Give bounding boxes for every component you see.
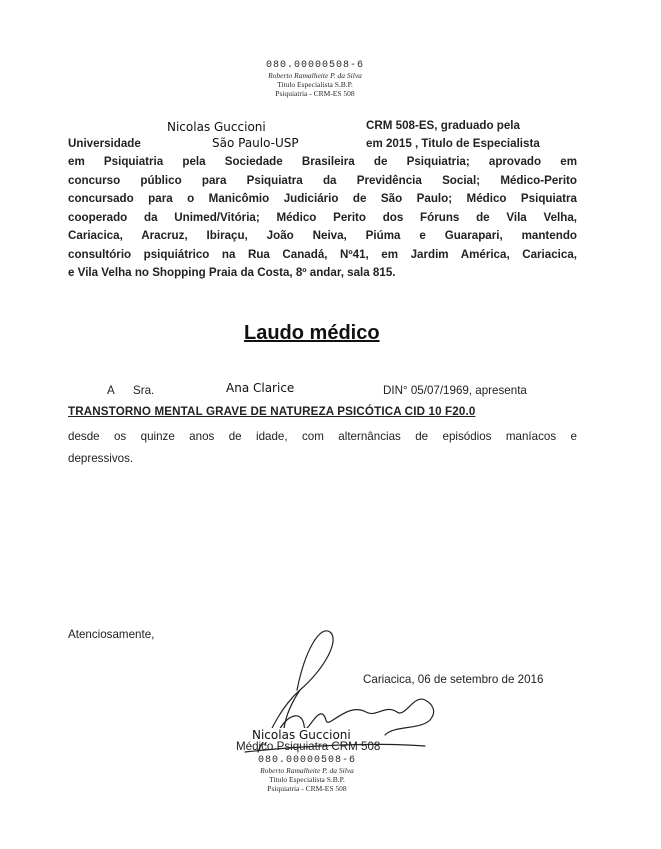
- bottom-stamp: [222, 755, 392, 793]
- header-line: concurso público para Psiquiatra da Previdência Social; Médico-Perito: [68, 173, 577, 187]
- signature-name: Nicolas Guccioni: [252, 728, 351, 742]
- header-line: Cariacica, Aracruz, Ibiraçu, João Neiva, Piúma e Guarapari, mantendo: [68, 229, 577, 242]
- place-date: Cariacica, 06 de setembro de 2016: [363, 673, 544, 686]
- stamp-specialist: Titulo Especialista S.B.P.: [277, 80, 353, 89]
- stamp-crm: Psiquiatria - CRM-ES 508: [275, 89, 355, 98]
- universidade-label: Universidade: [68, 137, 141, 150]
- stamp-crm: Psiquiatria - CRM-ES 508: [267, 784, 347, 793]
- university-name: São Paulo-USP: [212, 136, 299, 150]
- stamp-name: Roberto Ramalheite P. da Silva: [268, 71, 362, 80]
- header-line: em Psiquiatria pela Sociedade Brasileira de Psiquiatria; aprovado em: [68, 155, 577, 168]
- top-stamp: [230, 60, 400, 98]
- closing: Atenciosamente,: [68, 628, 155, 641]
- page-title: Laudo médico: [244, 322, 380, 344]
- patient-name: Ana Clarice: [226, 381, 295, 395]
- body-din: DIN° 05/07/1969, apresenta: [383, 384, 527, 397]
- body-sra: Sra.: [133, 384, 155, 397]
- header-last-line: e Vila Velha no Shopping Praia da Costa, 8º andar, sala 815.: [68, 266, 396, 279]
- stamp-specialist: Titulo Especialista S.B.P.: [269, 775, 345, 784]
- stamp-name: Roberto Ramalheite P. da Silva: [260, 766, 354, 775]
- header-line: cooperado da Unimed/Vitória; Médico Perito dos Fóruns de Vila Velha,: [68, 210, 577, 224]
- signature-role: Médico Psiquiatra CRM 508: [236, 740, 381, 753]
- header-line: consultório psiquiátrico na Rua Canadá, Nº41, em Jardim América, Cariacica,: [68, 247, 577, 261]
- header-line: concursado para o Manicômio Judiciário de São Paulo; Médico Psiquiatra: [68, 192, 577, 205]
- header-paragraph: [68, 153, 577, 283]
- body-line-2: desde os quinze anos de idade, com alternâncias de episódios maníacos e: [68, 430, 577, 443]
- stamp-number: 080.00000508-6: [265, 60, 364, 71]
- body-line-3: depressivos.: [68, 452, 134, 465]
- diagnosis: TRANSTORNO MENTAL GRAVE DE NATUREZA PSICÓTICA CID 10 F20.0: [68, 405, 476, 418]
- body-a: A: [107, 384, 115, 397]
- year-text: em 2015 , Titulo de Especialista: [366, 137, 540, 150]
- doctor-name-header: Nicolas Guccioni: [167, 120, 266, 134]
- crm-text: CRM 508-ES, graduado pela: [366, 119, 520, 132]
- stamp-number: 080.00000508-6: [257, 755, 356, 766]
